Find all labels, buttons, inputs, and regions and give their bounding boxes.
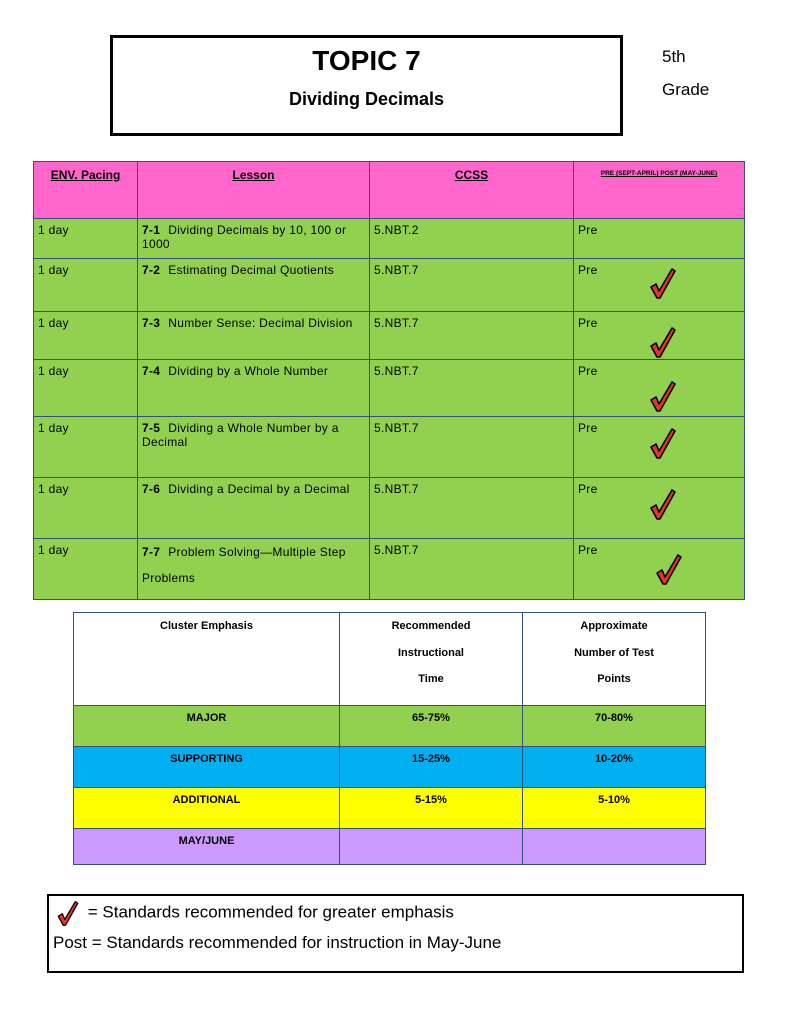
pre-post-cell	[574, 259, 745, 312]
legend-check-line	[57, 900, 454, 926]
pre-label: Pre	[578, 543, 598, 557]
lessons-header-row	[34, 162, 745, 219]
red-checkmark-icon	[650, 427, 676, 459]
lesson-row	[34, 360, 745, 417]
pre-post-cell	[574, 539, 745, 600]
header-line: Instructional	[397, 646, 464, 659]
pacing-cell: 1 day	[34, 259, 138, 312]
lesson-number: 7-6	[142, 482, 161, 496]
cluster-row-may-june	[74, 829, 706, 865]
pacing-cell: 1 day	[34, 360, 138, 417]
pre-post-cell	[574, 219, 745, 259]
header-line: Cluster Emphasis	[160, 620, 253, 632]
red-checkmark-icon	[57, 900, 79, 926]
lesson-cell	[138, 417, 370, 478]
pre-label: Pre	[578, 364, 598, 378]
legend-post-text: Post = Standards recommended for instruction in May-June	[53, 933, 502, 952]
cluster-points-cell: 5-10%	[523, 788, 706, 829]
lesson-title: Dividing Decimals by 10, 100 or 1000	[142, 223, 347, 251]
pacing-cell: 1 day	[34, 478, 138, 539]
cluster-row-additional	[74, 788, 706, 829]
pre-label: Pre	[578, 482, 598, 496]
cluster-time-cell: 5-15%	[340, 788, 523, 829]
pre-post-cell	[574, 360, 745, 417]
topic-title-box	[110, 35, 623, 136]
lesson-row	[34, 219, 745, 259]
header-ccss: CCSS	[370, 162, 574, 219]
header-pacing: ENV. Pacing	[34, 162, 138, 219]
cluster-points-cell: 10-20%	[523, 747, 706, 788]
pacing-cell: 1 day	[34, 219, 138, 259]
ccss-cell: 5.NBT.7	[370, 360, 574, 417]
lesson-row	[34, 478, 745, 539]
grade-number: 5th	[662, 47, 686, 66]
cluster-header-time	[340, 613, 523, 706]
cluster-time-cell: 65-75%	[340, 706, 523, 747]
lesson-row	[34, 417, 745, 478]
lesson-title: Dividing a Whole Number by a Decimal	[142, 421, 339, 449]
ccss-cell: 5.NBT.7	[370, 259, 574, 312]
cluster-name-cell: SUPPORTING	[74, 747, 340, 788]
ccss-cell: 5.NBT.7	[370, 539, 574, 600]
cluster-name-cell: MAJOR	[74, 706, 340, 747]
header-line: Number of Test	[574, 646, 654, 659]
lesson-cell	[138, 360, 370, 417]
header-line: Points	[597, 673, 631, 685]
cluster-header-points	[523, 613, 706, 706]
lesson-number: 7-2	[142, 263, 161, 277]
header-line: Recommended	[391, 620, 471, 632]
lesson-number: 7-1	[142, 223, 161, 237]
pacing-cell: 1 day	[34, 417, 138, 478]
cluster-emphasis-table	[73, 612, 706, 865]
pacing-cell: 1 day	[34, 312, 138, 360]
lesson-cell	[138, 259, 370, 312]
lesson-cell	[138, 219, 370, 259]
pre-label: Pre	[578, 263, 598, 277]
ccss-cell: 5.NBT.2	[370, 219, 574, 259]
topic-title: TOPIC 7	[312, 45, 421, 76]
lesson-title: Number Sense: Decimal Division	[168, 316, 353, 330]
lessons-table	[33, 161, 745, 600]
pre-label: Pre	[578, 316, 598, 330]
cluster-time-cell: 15-25%	[340, 747, 523, 788]
cluster-points-cell	[523, 829, 706, 865]
lesson-row	[34, 312, 745, 360]
cluster-name-cell: MAY/JUNE	[74, 829, 340, 865]
legend-box	[47, 894, 744, 973]
red-checkmark-icon	[650, 380, 676, 412]
header-line: Approximate	[580, 620, 648, 632]
red-checkmark-icon	[656, 553, 682, 585]
header-line: Time	[418, 673, 444, 685]
lesson-number: 7-5	[142, 421, 161, 435]
pre-post-cell	[574, 478, 745, 539]
ccss-cell: 5.NBT.7	[370, 312, 574, 360]
lesson-number: 7-3	[142, 316, 161, 330]
cluster-header-row	[74, 613, 706, 706]
lesson-title: Dividing a Decimal by a Decimal	[168, 482, 350, 496]
lesson-number: 7-7	[142, 545, 161, 559]
red-checkmark-icon	[650, 488, 676, 520]
pre-label: Pre	[578, 421, 598, 435]
pre-post-cell	[574, 312, 745, 360]
pacing-cell: 1 day	[34, 539, 138, 600]
red-checkmark-icon	[650, 267, 676, 299]
header-lesson: Lesson	[138, 162, 370, 219]
cluster-row-major	[74, 706, 706, 747]
cluster-header-emphasis	[74, 613, 340, 706]
pre-label: Pre	[578, 223, 598, 237]
lesson-title: Dividing by a Whole Number	[168, 364, 329, 378]
lesson-cell	[138, 478, 370, 539]
grade-word: Grade	[662, 80, 710, 99]
lesson-title: Problem Solving—Multiple Step Problems	[142, 545, 346, 585]
grade-label	[662, 40, 709, 106]
header-pre-post: PRE (SEPT-APRIL) POST (MAY-JUNE)	[574, 162, 745, 219]
lesson-cell	[138, 539, 370, 600]
lesson-number: 7-4	[142, 364, 161, 378]
legend-check-text: = Standards recommended for greater emphasis	[87, 902, 454, 922]
cluster-time-cell	[340, 829, 523, 865]
cluster-points-cell: 70-80%	[523, 706, 706, 747]
red-checkmark-icon	[650, 326, 676, 358]
ccss-cell: 5.NBT.7	[370, 417, 574, 478]
cluster-name-cell: ADDITIONAL	[74, 788, 340, 829]
lesson-row	[34, 539, 745, 600]
lesson-cell	[138, 312, 370, 360]
ccss-cell: 5.NBT.7	[370, 478, 574, 539]
lesson-row	[34, 259, 745, 312]
topic-subtitle: Dividing Decimals	[288, 89, 445, 109]
lesson-title: Estimating Decimal Quotients	[168, 263, 335, 277]
cluster-row-supporting	[74, 747, 706, 788]
pre-post-cell	[574, 417, 745, 478]
